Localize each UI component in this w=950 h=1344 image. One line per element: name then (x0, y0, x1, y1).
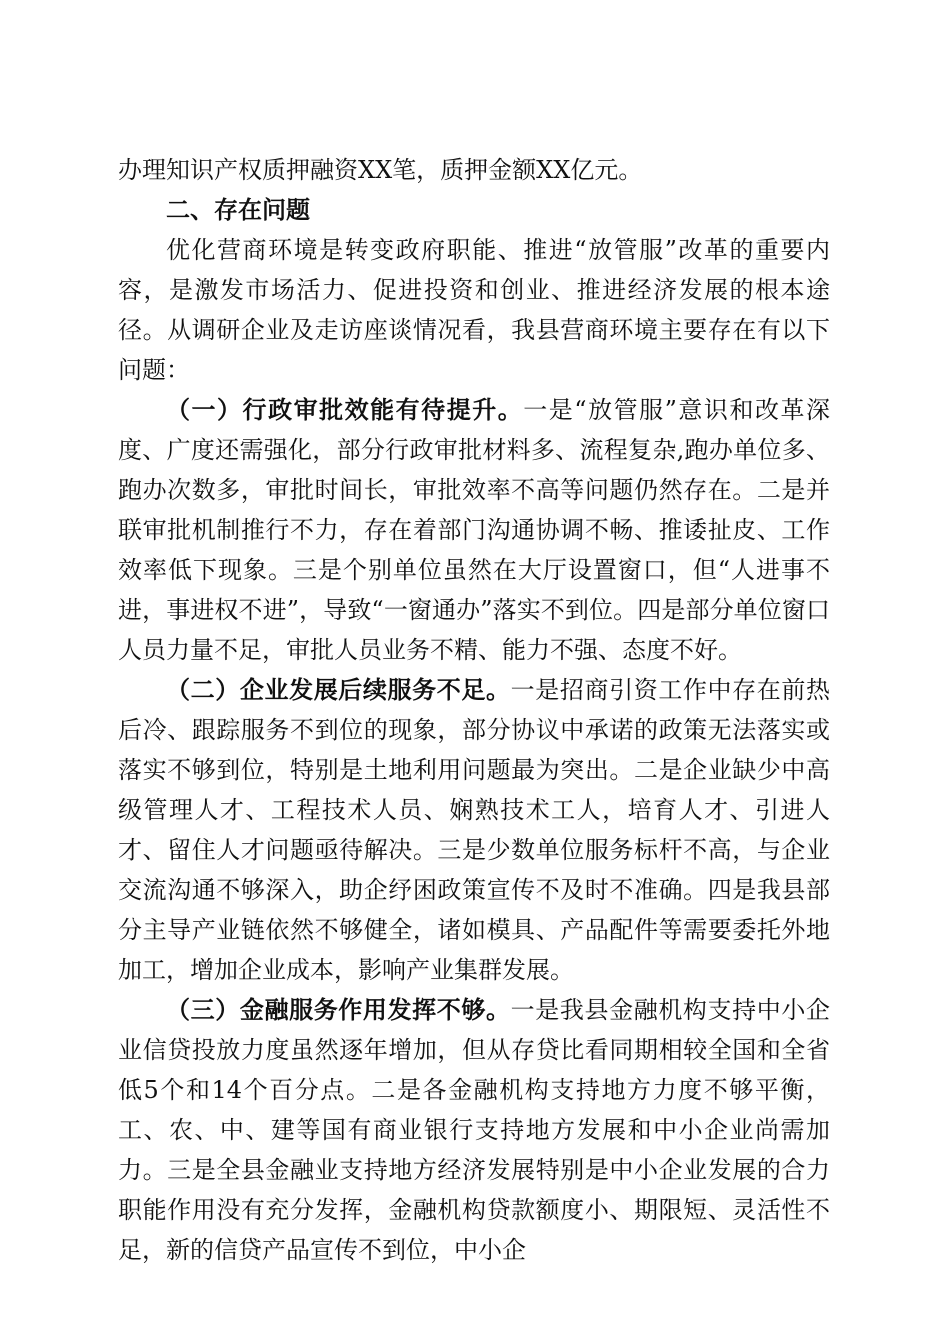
issue-body-2: 一是招商引资工作中存在前热后冷、跟踪服务不到位的现象，部分协议中承诺的政策无法落实或落实不够到位，特别是土地利用问题最为突出。二是企业缺少中高级管理人才、工程技术人员、娴熟技术工人，培育人才、引进人才、留住人才问题亟待解决。三是少数单位服务标杆不高，与企业交流沟通不够深入，助企纾困政策宣传不及时不准确。四是我县部分主导产业链依然不够健全，诸如模具、产品配件等需要委托外地加工，增加企业成本，影响产业集群发展。 (118, 676, 831, 984)
section-heading: 二、存在问题 (166, 196, 310, 224)
issue-paragraph-1 (118, 390, 830, 670)
issue-title-3: （三）金融服务作用发挥不够。 (166, 996, 511, 1024)
issue-title-1: （一）行政审批效能有待提升。 (166, 396, 524, 424)
intro-paragraph: 优化营商环境是转变政府职能、推进“放管服”改革的重要内容，是激发市场活力、促进投资和创业、推进经济发展的根本途径。从调研企业及走访座谈情况看，我县营商环境主要存在有以下问题： (118, 236, 830, 384)
document-page (118, 150, 830, 1270)
issue-paragraph-3 (118, 990, 830, 1270)
continuation-paragraph: 办理知识产权质押融资XX笔，质押金额XX亿元。 (118, 156, 643, 184)
issue-body-1: 一是“放管服”意识和改革深度、广度还需强化，部分行政审批材料多、流程复杂,跑办单位多、跑办次数多，审批时间长，审批效率不高等问题仍然存在。二是并联审批机制推行不力，存在着部门沟通协调不畅、推诿扯皮、工作效率低下现象。三是个别单位虽然在大厅设置窗口，但“人进事不进，事进权不进”，导致“一窗通办”落实不到位。四是部分单位窗口人员力量不足，审批人员业务不精、能力不强、态度不好。 (118, 396, 830, 664)
issue-body-3: 一是我县金融机构支持中小企业信贷投放力度虽然逐年增加，但从存贷比看同期相较全国和全省低5个和14个百分点。二是各金融机构支持地方力度不够平衡，工、农、中、建等国有商业银行支持地方发展和中小企业尚需加力。三是全县金融业支持地方经济发展特别是中小企业发展的合力职能作用没有充分发挥，金融机构贷款额度小、期限短、灵活性不足，新的信贷产品宣传不到位，中小企 (118, 996, 831, 1264)
issue-title-2: （二）企业发展后续服务不足。 (166, 676, 511, 704)
issue-paragraph-2 (118, 670, 830, 990)
